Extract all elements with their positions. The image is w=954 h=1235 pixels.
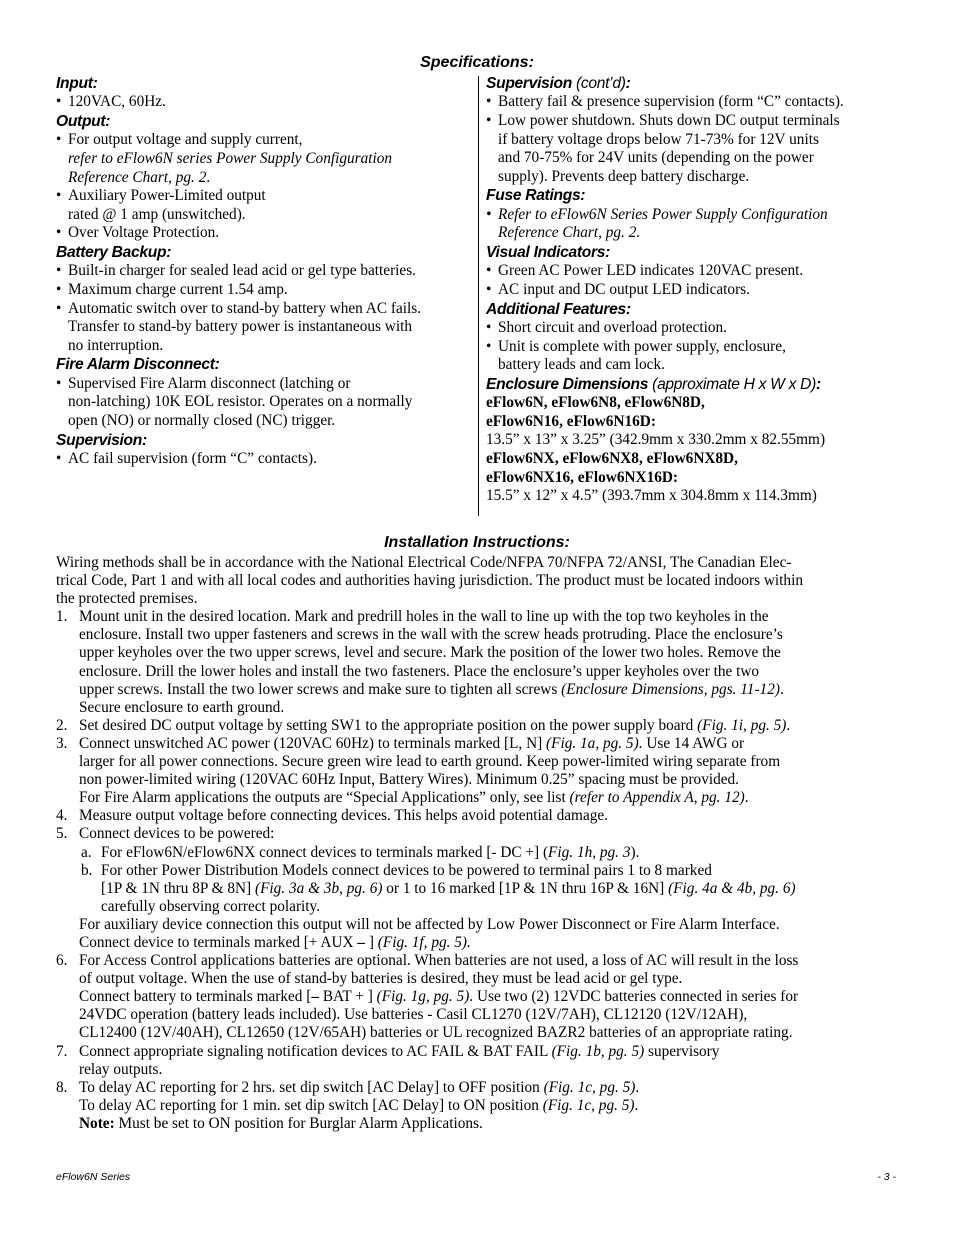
footer-page-number: - 3 - [877, 1171, 896, 1183]
step-4: 4. Measure output voltage before connecting devices. This helps avoid potential damage. [56, 807, 608, 825]
supervision-item: • AC fail supervision (form “C” contacts). [56, 449, 317, 467]
step-1: 1. Mount unit in the desired location. Mark and predrill holes in the wall to line up with the top two keyholes in the enclosure. Install two upper fasteners and screws in the wall with the screw heads protruding. Place the enclosure’s upper keyholes over the two upper screws, level and secure. Mark the position of the lower two holes. Remove the enclosure. Drill the lower holes and install the two fasteners. Place the enclosure’s upper keyholes over the two upper screws. Install the two lower screws and make sure to tighten all screws (Enclosure Dimensions, pgs. 11-12). Secure enclosure to earth ground. [56, 608, 784, 716]
supervision-contd-heading: Supervision (cont’d): [486, 75, 631, 92]
visual-indicators-heading: Visual Indicators: [486, 243, 611, 261]
visual-item-1: • Green AC Power LED indicates 120VAC present. [486, 262, 804, 280]
battery-item-1: • Built-in charger for sealed lead acid or gel type batteries. [56, 262, 417, 280]
enclosure-dims-1: 13.5” x 13” x 3.25” (342.9mm x 330.2mm x 82.55mm) [486, 431, 826, 449]
battery-backup-heading: Battery Backup: [56, 243, 172, 261]
step-8: 8. To delay AC reporting for 2 hrs. set dip switch [AC Delay] to OFF position (Fig. 1c, pg. 5). To delay AC reporting for 1 min. set dip switch [AC Delay] to ON position (Fig. 1c, pg. 5). Note: Must be set to ON position for Burglar Alarm Applications. [56, 1078, 640, 1132]
supervision-contd-item-1: • Battery fail & presence supervision (form “C” contacts). [486, 93, 844, 111]
intro-line-3: the protected premises. [56, 590, 198, 608]
intro-line-1: Wiring methods shall be in accordance with the National Electrical Code/NFPA 70/NFPA 72/ANSI, The Canadian Elec- [56, 554, 792, 571]
output-item-3: • Over Voltage Protection. [56, 224, 220, 242]
enclosure-dims-2: 15.5” x 12” x 4.5” (393.7mm x 304.8mm x 114.3mm) [486, 487, 817, 505]
input-heading: Input: [56, 75, 98, 92]
visual-item-2: • AC input and DC output LED indicators. [486, 280, 750, 298]
additional-item-1: • Short circuit and overload protection. [486, 318, 727, 336]
specs-left-column [56, 74, 474, 469]
battery-item-3: • Automatic switch over to stand-by battery when AC fails. Transfer to stand-by battery power is instantaneous with no interruption. [56, 299, 422, 354]
step-5: 5. Connect devices to be powered: [56, 825, 275, 843]
enclosure-models-2-line1: eFlow6NX, eFlow6NX8, eFlow6NX8D, [486, 449, 738, 467]
step-5-aux: For auxiliary device connection this output will not be affected by Low Power Disconnect or Fire Alarm Interface. Connect device to terminals marked [+ AUX – ] (Fig. 1f, pg. 5). [79, 915, 780, 951]
installation-instructions [56, 554, 906, 1133]
specs-right-column [486, 74, 906, 506]
installation-title: Installation Instructions: [384, 534, 570, 551]
intro-line-2: trical Code, Part 1 and with all local codes and authorities having jurisdiction. The product must be located indoors within [56, 572, 803, 590]
enclosure-models-1-line1: eFlow6N, eFlow6N8, eFlow6N8D, [486, 394, 705, 412]
fire-alarm-heading: Fire Alarm Disconnect: [56, 356, 220, 374]
footer-series: eFlow6N Series [56, 1171, 131, 1183]
step-2: 2. Set desired DC output voltage by setting SW1 to the appropriate position on the power supply board (Fig. 1i, pg. 5). [56, 716, 791, 734]
output-item-2: • Auxiliary Power-Limited output rated @ 1 amp (unswitched). [56, 187, 266, 223]
input-item: • 120VAC, 60Hz. [56, 93, 166, 111]
step-6: 6. For Access Control applications batteries are optional. When batteries are not used, a loss of AC will result in the loss of output voltage. When the use of stand-by batteries is desired, they must be lead acid or gel type. Connect battery to terminals marked [– BAT + ] (Fig. 1g, pg. 5). Use two (2) 12VDC batteries connected in series for 24VDC operation (battery leads included). Use batteries - Casil CL1270 (12V/7AH), CL12120 (12V/12AH), CL12400 (12V/40AH), CL12650 (12V/65AH) batteries or UL recognized BAZR2 batteries of an appropriate rating. [56, 952, 799, 1042]
enclosure-models-1-line2: eFlow6N16, eFlow6N16D: [486, 412, 656, 430]
step-3: 3. Connect unswitched AC power (120VAC 60Hz) to terminals marked [L, N] (Fig. 1a, pg. 5). Use 14 AWG or larger for all power connections. Secure green wire lead to earth ground. Keep power-limited wiring separate from non power-limited wiring (120VAC 60Hz Input, Battery Wires). Minimum 0.25” spacing must be provided. For Fire Alarm applications the outputs are “Special Applications” only, see list (refer to Appendix A, pg. 12). [56, 734, 781, 807]
enclosure-dimensions-heading: Enclosure Dimensions (approximate H x W x D): [486, 375, 821, 393]
column-divider [478, 76, 479, 516]
supervision-heading: Supervision: [56, 431, 147, 449]
step-5a: a. For eFlow6N/eFlow6NX connect devices to terminals marked [- DC +] (Fig. 1h, pg. 3). [81, 843, 640, 861]
battery-item-2: • Maximum charge current 1.54 amp. [56, 280, 288, 298]
fire-alarm-item: • Supervised Fire Alarm disconnect (latching or non-latching) 10K EOL resistor. Operates on a normally open (NO) or normally closed (NC) trigger. [56, 374, 413, 429]
enclosure-models-2-line2: eFlow6NX16, eFlow6NX16D: [486, 468, 679, 486]
fuse-ratings-item: • Refer to eFlow6N Series Power Supply Configuration Reference Chart, pg. 2. [486, 205, 828, 242]
output-heading: Output: [56, 113, 111, 130]
supervision-contd-item-2: • Low power shutdown. Shuts down DC output terminals if battery voltage drops below 71-73% for 12V units and 70-75% for 24V units (depending on the power supply). Prevents deep battery discharge. [486, 112, 840, 185]
additional-features-heading: Additional Features: [486, 300, 631, 318]
step-5b: b. For other Power Distribution Models connect devices to be powered to terminal pairs 1 to 8 marked [1P & 1N thru 8P & 8N] (Fig. 3a & 3b, pg. 6) or 1 to 16 marked [1P & 1N thru 16P & 16N] (Fig. 4a & 4b, pg. 6) carefully observing correct polarity. [81, 861, 796, 915]
specifications-title: Specifications: [420, 54, 534, 71]
step-7: 7. Connect appropriate signaling notification devices to AC FAIL & BAT FAIL (Fig. 1b, pg. 5) supervisory relay outputs. [56, 1042, 720, 1078]
fuse-ratings-heading: Fuse Ratings: [486, 187, 586, 205]
output-item-1: • For output voltage and supply current, refer to eFlow6N series Power Supply Configuration Reference Chart, pg. 2. [56, 131, 393, 186]
additional-item-2: • Unit is complete with power supply, enclosure, battery leads and cam lock. [486, 337, 786, 374]
